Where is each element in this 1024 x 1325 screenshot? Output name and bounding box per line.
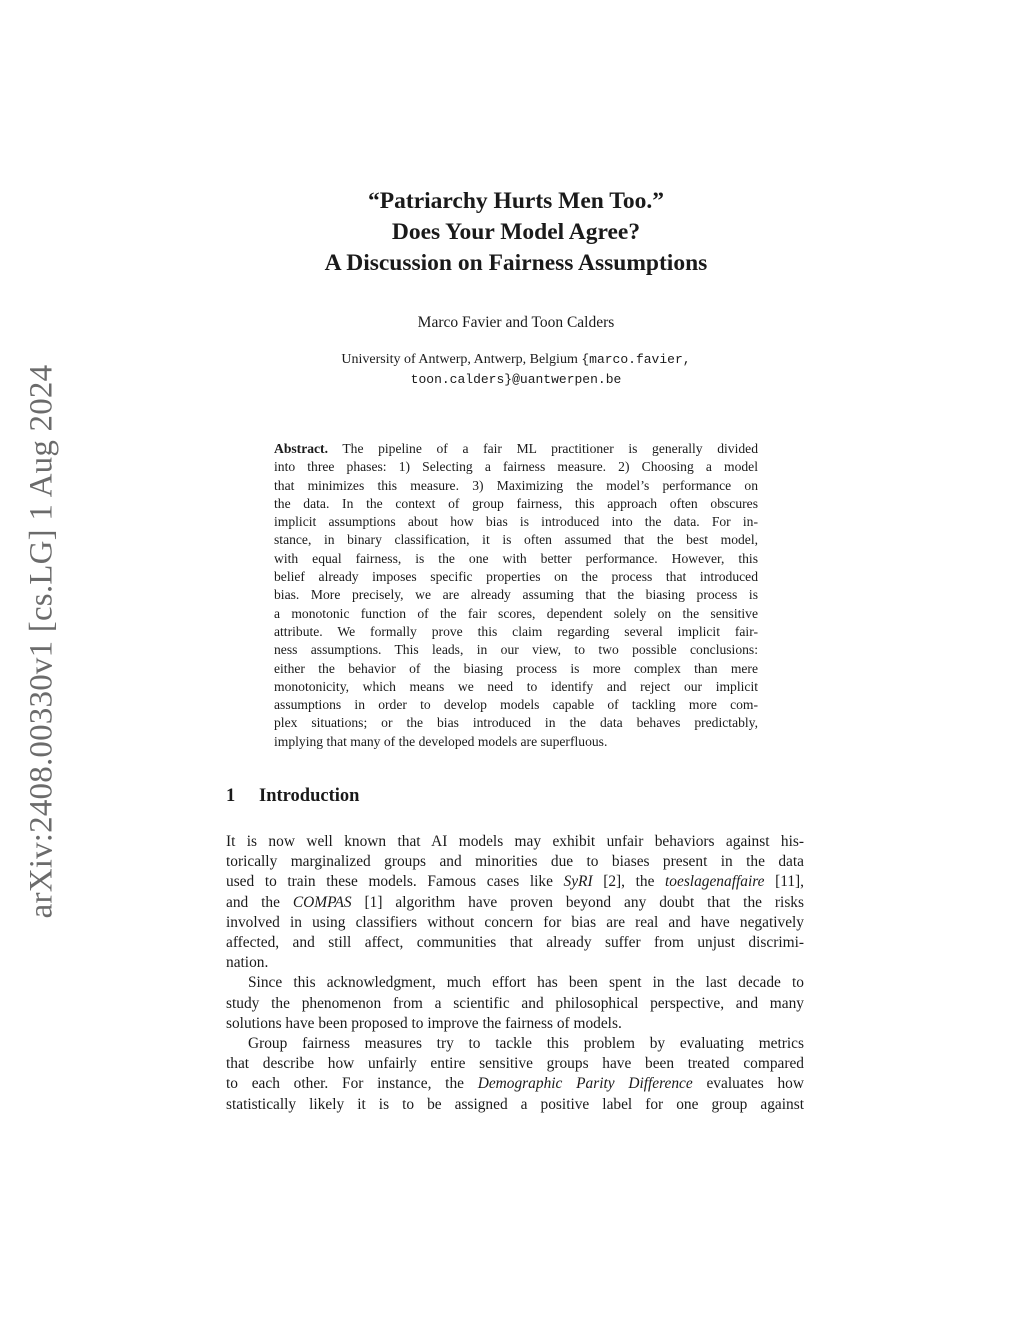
- abstract: [274, 440, 758, 751]
- introduction-body: [226, 832, 804, 1115]
- abstract-line: Abstract. The pipeline of a fair ML practitioner is generally divided: [274, 441, 758, 456]
- arxiv-identifier: [14, 356, 70, 926]
- abstract-line: the data. In the context of group fairness, this approach often obscures: [274, 495, 758, 511]
- title-line-3: A Discussion on Fairness Assumptions: [324, 250, 708, 276]
- affiliation-institution: University of Antwerp, Antwerp, Belgium: [341, 352, 582, 367]
- body-line: that describe how unfairly entire sensitive groups have been treated compared: [226, 1055, 804, 1073]
- abstract-line: bias. More precisely, we are already assuming that the biasing process is: [274, 587, 758, 603]
- section-number: 1: [226, 786, 236, 806]
- abstract-line: stance, in binary classification, it is often assumed that the best model,: [274, 532, 758, 548]
- title-line-2: Does Your Model Agree?: [391, 219, 641, 245]
- abstract-line: ness assumptions. This leads, in our view, to two possible conclusions:: [274, 642, 758, 658]
- author-list: Marco Favier and Toon Calders: [417, 314, 615, 331]
- body-line: It is now well known that AI models may exhibit unfair behaviors against his-: [226, 833, 804, 850]
- arxiv-identifier-text: arXiv:2408.00330v1 [cs.LG] 1 Aug 2024: [23, 364, 60, 918]
- body-line: statistically likely it is to be assigned a positive label for one group against: [226, 1095, 804, 1113]
- abstract-line: that minimizes this measure. 3) Maximizing the model’s performance on: [274, 477, 758, 493]
- syri-term: SyRI: [563, 873, 593, 891]
- body-line: affected, and still affect, communities that already suffer from unjust discrimi-: [226, 934, 804, 952]
- body-line: Group fairness measures try to tackle this problem by evaluating metrics: [248, 1035, 804, 1053]
- title-line-1: “Patriarchy Hurts Men Too.”: [368, 188, 664, 214]
- body-line: used to train these models. Famous cases like SyRI [2], the toeslagenaffaire [11],: [226, 873, 804, 891]
- section-heading-introduction: [226, 786, 359, 807]
- body-line: Since this acknowledgment, much effort has been spent in the last decade to: [248, 974, 804, 992]
- body-line: solutions have been proposed to improve the fairness of models.: [226, 1014, 622, 1032]
- abstract-line: attribute. We formally prove this claim regarding several implicit fair-: [274, 623, 758, 639]
- abstract-line: into three phases: 1) Selecting a fairness measure. 2) Choosing a model: [274, 459, 758, 475]
- email-part-1[interactable]: {marco.favier,: [581, 352, 691, 367]
- body-line: involved in using classifiers without concern for bias are real and have negatively: [226, 913, 804, 931]
- compas-term: COMPAS: [292, 893, 352, 911]
- abstract-line: implicit assumptions about how bias is introduced into the data. For in-: [274, 514, 758, 530]
- abstract-line: implying that many of the developed models are superfluous.: [274, 733, 608, 749]
- abstract-line: either the behavior of the biasing process is more complex than mere: [274, 660, 758, 676]
- section-title: Introduction: [259, 786, 360, 806]
- body-line: nation.: [226, 954, 269, 972]
- body-line: study the phenomenon from a scientific and philosophical perspective, and many: [226, 994, 804, 1012]
- abstract-line: with equal fairness, is the one with better performance. However, this: [274, 550, 758, 566]
- abstract-label: Abstract.: [274, 441, 328, 456]
- body-line: torically marginalized groups and minorities due to biases present in the data: [226, 853, 804, 871]
- abstract-line: a monotonic function of the fair scores, dependent solely on the sensitive: [274, 605, 758, 621]
- demographic-parity-difference-term: Demographic Parity Difference: [477, 1075, 693, 1093]
- email-part-2[interactable]: toon.calders}@uantwerpen.be: [410, 372, 622, 387]
- abstract-line: plex situations; or the bias introduced in the data behaves predictably,: [274, 715, 758, 731]
- abstract-line: monotonicity, which means we need to identify and reject our implicit: [274, 678, 758, 694]
- abstract-line: belief already imposes specific properties on the process that introduced: [274, 569, 758, 585]
- body-line: and the COMPAS [1] algorithm have proven beyond any doubt that the risks: [226, 893, 804, 911]
- body-line: to each other. For instance, the Demographic Parity Difference evaluates how: [226, 1075, 804, 1093]
- affiliation-line-2: [226, 370, 806, 390]
- affiliation: [226, 350, 806, 390]
- affiliation-line-1: [226, 350, 806, 370]
- abstract-line: assumptions in order to develop models capable of tackling more com-: [274, 697, 758, 713]
- paper-title: [226, 186, 806, 279]
- toeslagenaffaire-term: toeslagenaffaire: [665, 873, 765, 891]
